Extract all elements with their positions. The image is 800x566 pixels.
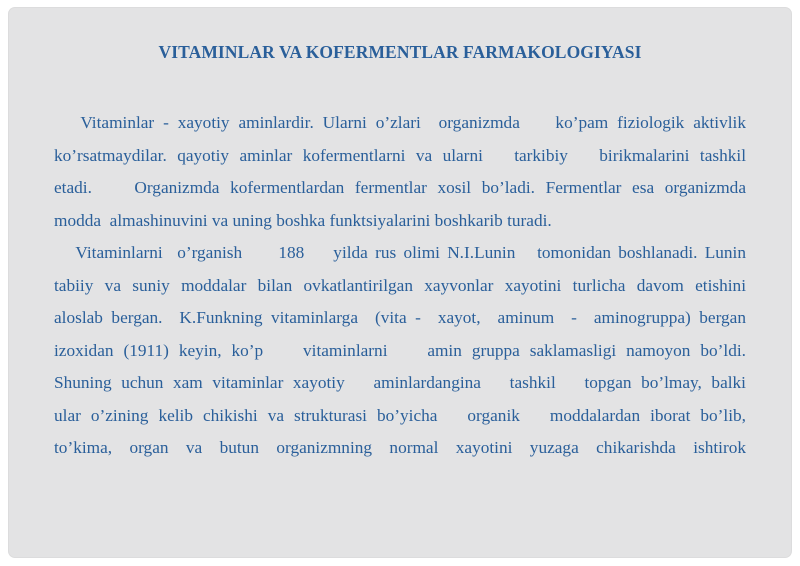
text-line: etadi. Organizmda kofermentlardan fermentlar xosil bo’ladi. Fermentlar esa organizmda bbox=[54, 178, 746, 197]
text-line: Vitaminlar - xayotiy aminlardir. Ularni o’zlari organizmda ko’pam fiziologik aktivlik bbox=[54, 113, 746, 132]
text-line: ko’rsatmaydilar. qayotiy aminlar kofermentlarni va ularni tarkibiy birikmalarini tashkil bbox=[54, 145, 746, 165]
text-line: Vitaminlarni o’rganish 188 yilda rus olimi N.I.Lunin tomonidan boshlanadi. Lunin bbox=[54, 243, 746, 262]
page-title: VITAMINLAR VA KOFERMENTLAR FARMAKOLOGIYASI bbox=[158, 42, 642, 62]
text-line: Shuning uchun xam vitaminlar xayotiy aminlardangina tashkil topgan bo’lmay, balki bbox=[54, 373, 746, 392]
text-line: izoxidan (1911) keyin, ko’p vitaminlarni amin gruppa saklamasligi namoyon bo’ldi. bbox=[54, 340, 746, 360]
text-line: modda almashinuvini va uning boshka funktsiyalarini boshkarib turadi. bbox=[54, 210, 552, 230]
text-line: ular o’zining kelib chikishi va strukturasi bo’yicha organik moddalardan iborat bo’lib, bbox=[54, 405, 746, 425]
text-line: tabiiy va suniy moddalar bilan ovkatlantirilgan xayvonlar xayotini turlicha davom etishini bbox=[54, 275, 746, 295]
text-line: aloslab bergan. K.Funkning vitaminlarga (vita - xayot, aminum - aminogruppa) bergan bbox=[54, 308, 746, 327]
body-text bbox=[54, 107, 746, 465]
text-line: to’kima, organ va butun organizmning normal xayotini yuzaga chikarishda ishtirok bbox=[54, 438, 746, 457]
slide bbox=[9, 8, 791, 557]
